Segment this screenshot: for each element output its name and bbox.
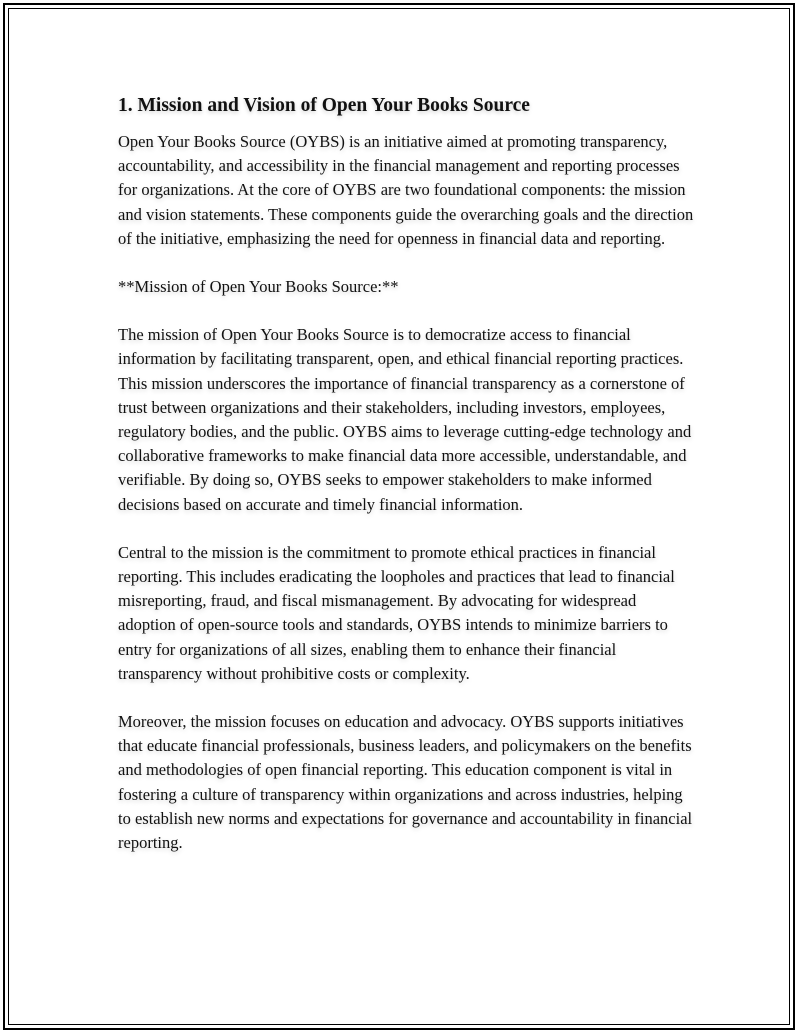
ethics-paragraph: Central to the mission is the commitment to promote ethical practices in financial reporting. This includes eradicating the loopholes and practices that lead to financial misreporting, fraud, and fiscal mismanagement. By advocating for widespread adoption of open-source tools and standards, OYBS intends to minimize barriers to entry for organizations of all sizes, enabling them to enhance their financial transparency without prohibitive costs or complexity. <box>118 542 675 683</box>
mission-paragraph: The mission of Open Your Books Source is to democratize access to financial information by facilitating transparent, open, and ethical financial reporting practices. This mission underscores the importance of financial transparency as a cornerstone of trust between organizations and their stakeholders, including investors, employees, regulatory bodies, and the public. OYBS aims to leverage cutting-edge technology and collaborative frameworks to make financial data more accessible, understandable, and verifiable. By doing so, OYBS seeks to empower stakeholders to make informed decisions based on accurate and timely financial information. <box>118 325 692 514</box>
document-body <box>118 94 698 879</box>
education-paragraph: Moreover, the mission focuses on education and advocacy. OYBS supports initiatives that educate financial professionals, business leaders, and policymakers on the benefits and methodologies of open financial reporting. This education component is vital in fostering a culture of transparency within organizations and across industries, helping to establish new norms and expectations for governance and accountability in financial reporting. <box>118 712 693 853</box>
section-heading: 1. Mission and Vision of Open Your Books Source <box>118 95 530 116</box>
mission-subheading: **Mission of Open Your Books Source:** <box>118 277 399 297</box>
intro-paragraph: Open Your Books Source (OYBS) is an initiative aimed at promoting transparency, accountability, and accessibility in the financial management and reporting processes for organizations. At the core of OYBS are two foundational components: the mission and vision statements. These components guide the overarching goals and the direction of the initiative, emphasizing the need for openness in financial data and reporting. <box>118 132 694 248</box>
